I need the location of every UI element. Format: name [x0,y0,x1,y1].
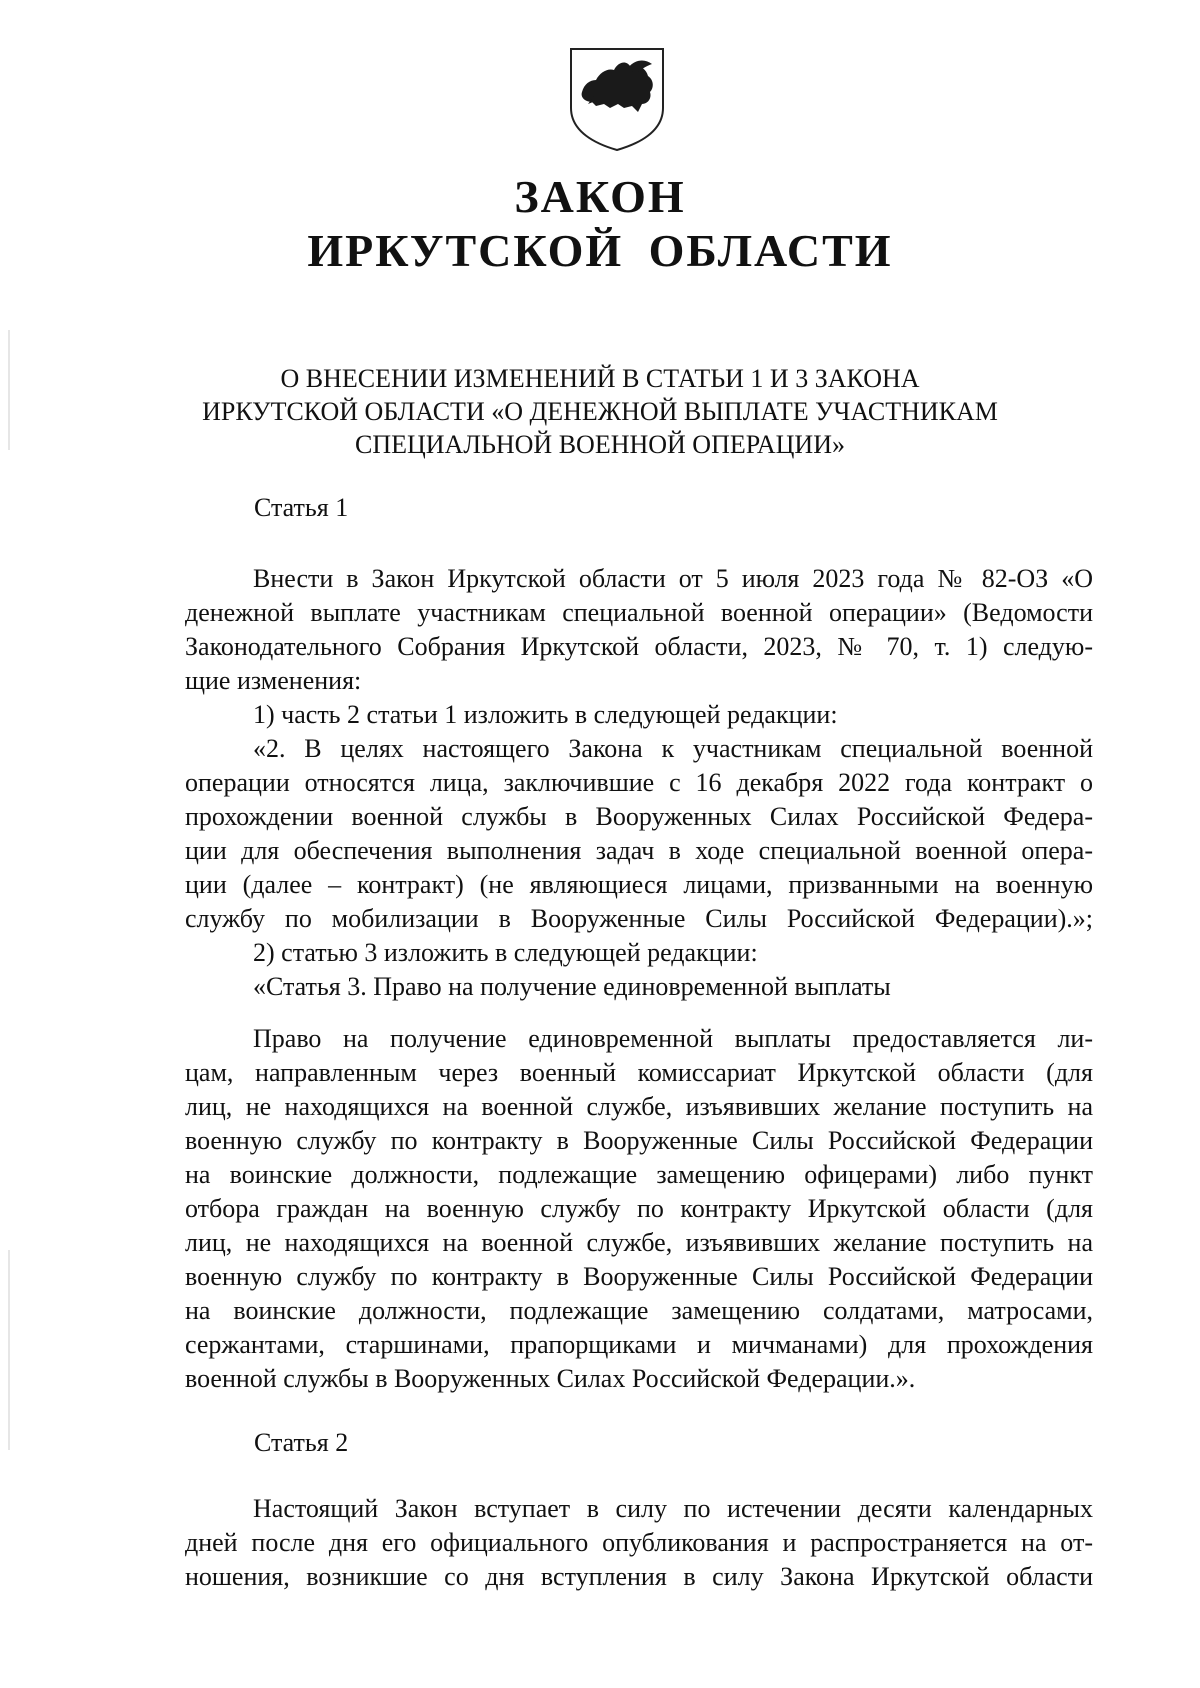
text-line: лиц, не находящихся на военной службе, изъявивших желание поступить на [185,1228,1093,1257]
subtitle-line: ИРКУТСКОЙ ОБЛАСТИ «О ДЕНЕЖНОЙ ВЫПЛАТЕ УЧАСТНИКАМ [202,397,998,426]
text-line: службу по мобилизации в Вооруженные Силы Российской Федерации).»; [185,904,1093,933]
text-line: ношения, возникшие со дня вступления в силу Закона Иркутской области [185,1562,1093,1591]
law-subtitle [150,362,1050,461]
text-line: Право на получение единовременной выплаты предоставляется ли- [253,1024,1093,1053]
text-line: военную службу по контракту в Вооруженные Силы Российской Федерации [185,1262,1093,1291]
text-line: прохождении военной службы в Вооруженных Силах Российской Федера- [185,802,1093,831]
article-1-body [185,562,1093,1004]
coat-of-arms-icon [568,46,666,152]
text-line: цам, направленным через военный комиссариат Иркутской области (для [185,1058,1093,1087]
text-line: ции (далее – контракт) (не являющиеся лицами, призванными на военную [185,870,1093,899]
text-line: 1) часть 2 статьи 1 изложить в следующей редакции: [253,700,838,729]
article-1-heading: Статья 1 [254,493,349,522]
text-line: сержантами, старшинами, прапорщиками и мичманами) для прохождения [185,1330,1093,1359]
text-line: денежной выплате участникам специальной военной операции» (Ведомости [185,598,1093,627]
article-2-heading: Статья 2 [254,1428,349,1457]
text-line: на воинские должности, подлежащие замещению офицерами) либо пункт [185,1160,1093,1189]
subtitle-line: О ВНЕСЕНИИ ИЗМЕНЕНИЙ В СТАТЬИ 1 И 3 ЗАКОНА [280,364,920,393]
subtitle-line: СПЕЦИАЛЬНОЙ ВОЕННОЙ ОПЕРАЦИИ» [354,430,845,459]
document-title: ЗАКОН [514,171,686,222]
scan-margin-mark [8,1250,10,1450]
text-line: дней после дня его официального опубликования и распространяется на от- [185,1528,1093,1557]
text-line: щие изменения: [185,666,362,695]
text-line: операции относятся лица, заключившие с 16 декабря 2022 года контракт о [185,768,1093,797]
text-line: Настоящий Закон вступает в силу по истечении десяти календарных [253,1494,1093,1523]
text-line: Внести в Закон Иркутской области от 5 июля 2023 года № 82-ОЗ «О [253,564,1093,593]
text-line: военной службы в Вооруженных Силах Российской Федерации.». [185,1364,916,1393]
text-line: ции для обеспечения выполнения задач в ходе специальной военной опера- [185,836,1093,865]
text-line: «2. В целях настоящего Закона к участникам специальной военной [253,734,1093,763]
text-line: «Статья 3. Право на получение единовременной выплаты [253,972,891,1001]
text-line: на воинские должности, подлежащие замещению солдатами, матросами, [185,1296,1093,1325]
text-line: 2) статью 3 изложить в следующей редакции: [253,938,758,967]
text-line: Законодательного Собрания Иркутской области, 2023, № 70, т. 1) следую- [185,632,1093,661]
text-line: лиц, не находящихся на военной службе, изъявивших желание поступить на [185,1092,1093,1121]
article-3-paragraph [185,1022,1093,1396]
document-title-region: ИРКУТСКОЙ ОБЛАСТИ [307,225,893,276]
article-2-body [185,1492,1093,1594]
scan-margin-mark [8,330,10,450]
text-line: отбора граждан на военную службу по контракту Иркутской области (для [185,1194,1093,1223]
text-line: военную службу по контракту в Вооруженные Силы Российской Федерации [185,1126,1093,1155]
